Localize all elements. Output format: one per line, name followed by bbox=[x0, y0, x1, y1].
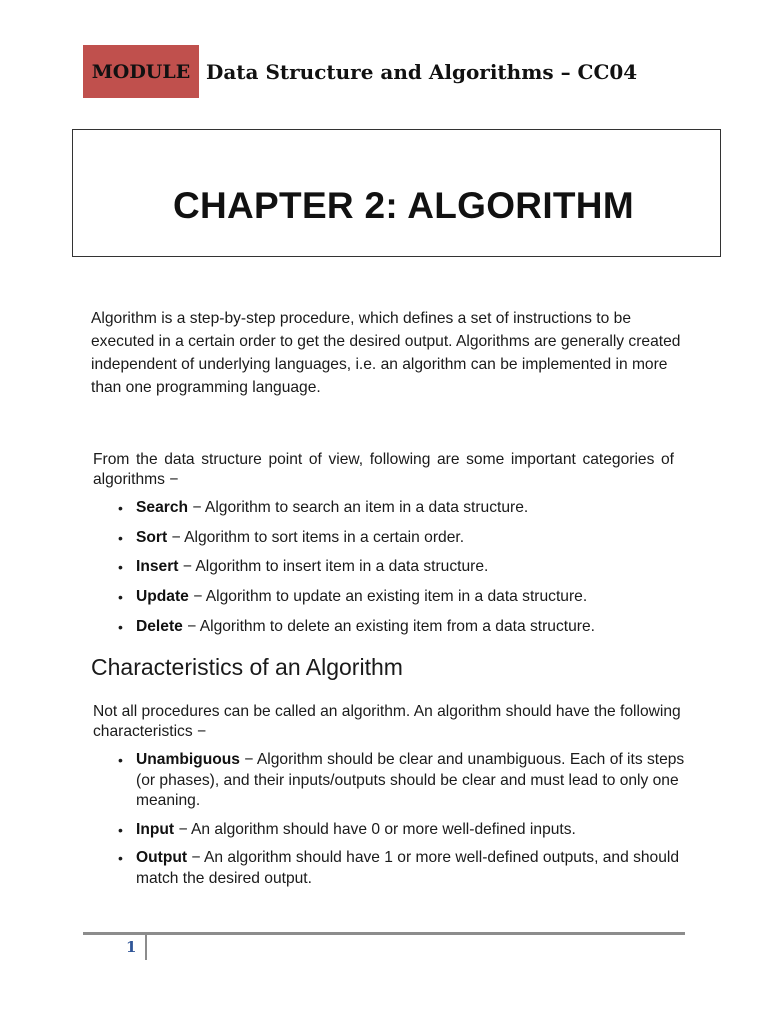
bullet-icon: • bbox=[118, 752, 123, 768]
list-item bbox=[116, 528, 686, 558]
chapter-title: CHAPTER 2: ALGORITHM bbox=[173, 185, 634, 226]
list-item-desc: − Algorithm to delete an existing item from a data structure. bbox=[182, 617, 595, 635]
list-item-term: Insert bbox=[136, 558, 179, 576]
bullet-icon: • bbox=[118, 500, 123, 516]
module-tag: MODULE bbox=[83, 45, 199, 98]
bullet-icon: • bbox=[118, 618, 123, 635]
list-item-desc: − Algorithm to search an item in a data structure. bbox=[188, 499, 529, 516]
section-heading: Characteristics of an Algorithm bbox=[91, 654, 403, 680]
list-item-term: Sort bbox=[136, 528, 168, 546]
list-item-desc: − Algorithm should be clear and unambiguous. Each of its steps (or phases), and their inputs/outputs should be clear and must lead to only one meaning. bbox=[136, 751, 685, 809]
list-item-desc: − Algorithm to sort items in a certain order. bbox=[167, 528, 465, 546]
list-item bbox=[116, 848, 686, 889]
list-item bbox=[116, 557, 686, 587]
list-item-term: Output bbox=[136, 849, 188, 866]
list-item-term: Update bbox=[136, 588, 189, 606]
list-item-desc: − Algorithm to update an existing item in a data structure. bbox=[188, 588, 588, 606]
categories-list bbox=[116, 498, 686, 646]
list-item-desc: − An algorithm should have 1 or more well-defined outputs, and should match the desired output. bbox=[136, 849, 680, 887]
page-number: 1 bbox=[126, 938, 137, 956]
bullet-icon: • bbox=[118, 529, 123, 546]
list-item-term: Delete bbox=[136, 617, 183, 635]
categories-paragraph: From the data structure point of view, following are some important categories of algorithms − bbox=[93, 451, 674, 488]
page-number-divider bbox=[145, 935, 147, 960]
characteristics-paragraph: Not all procedures can be called an algorithm. An algorithm should have the following characteristics − bbox=[93, 703, 681, 740]
list-item bbox=[116, 750, 686, 812]
list-item-term: Search bbox=[136, 499, 189, 516]
module-title: Data Structure and Algorithms – CC04 bbox=[206, 59, 638, 84]
bullet-icon: • bbox=[118, 589, 123, 606]
footer-divider-line bbox=[83, 932, 685, 935]
list-item-desc: − An algorithm should have 0 or more well-defined inputs. bbox=[174, 820, 576, 838]
list-item bbox=[116, 498, 686, 528]
list-item bbox=[116, 587, 686, 617]
bullet-icon: • bbox=[118, 821, 123, 838]
intro-paragraph: Algorithm is a step-by-step procedure, which defines a set of instructions to be executed in a certain order to get the desired output. Algorithms are generally created independent of underlying languages, i.e. an algorithm can be implemented in more than one programming language. bbox=[91, 310, 681, 396]
characteristics-list bbox=[116, 750, 686, 897]
chapter-title-box bbox=[72, 129, 721, 257]
list-item-term: Input bbox=[136, 820, 175, 838]
list-item-term: Unambiguous bbox=[136, 751, 240, 768]
page-header bbox=[83, 45, 637, 98]
list-item-desc: − Algorithm to insert item in a data structure. bbox=[178, 558, 489, 576]
bullet-icon: • bbox=[118, 559, 123, 576]
list-item bbox=[116, 617, 686, 647]
list-item bbox=[116, 820, 686, 841]
bullet-icon: • bbox=[118, 850, 123, 866]
